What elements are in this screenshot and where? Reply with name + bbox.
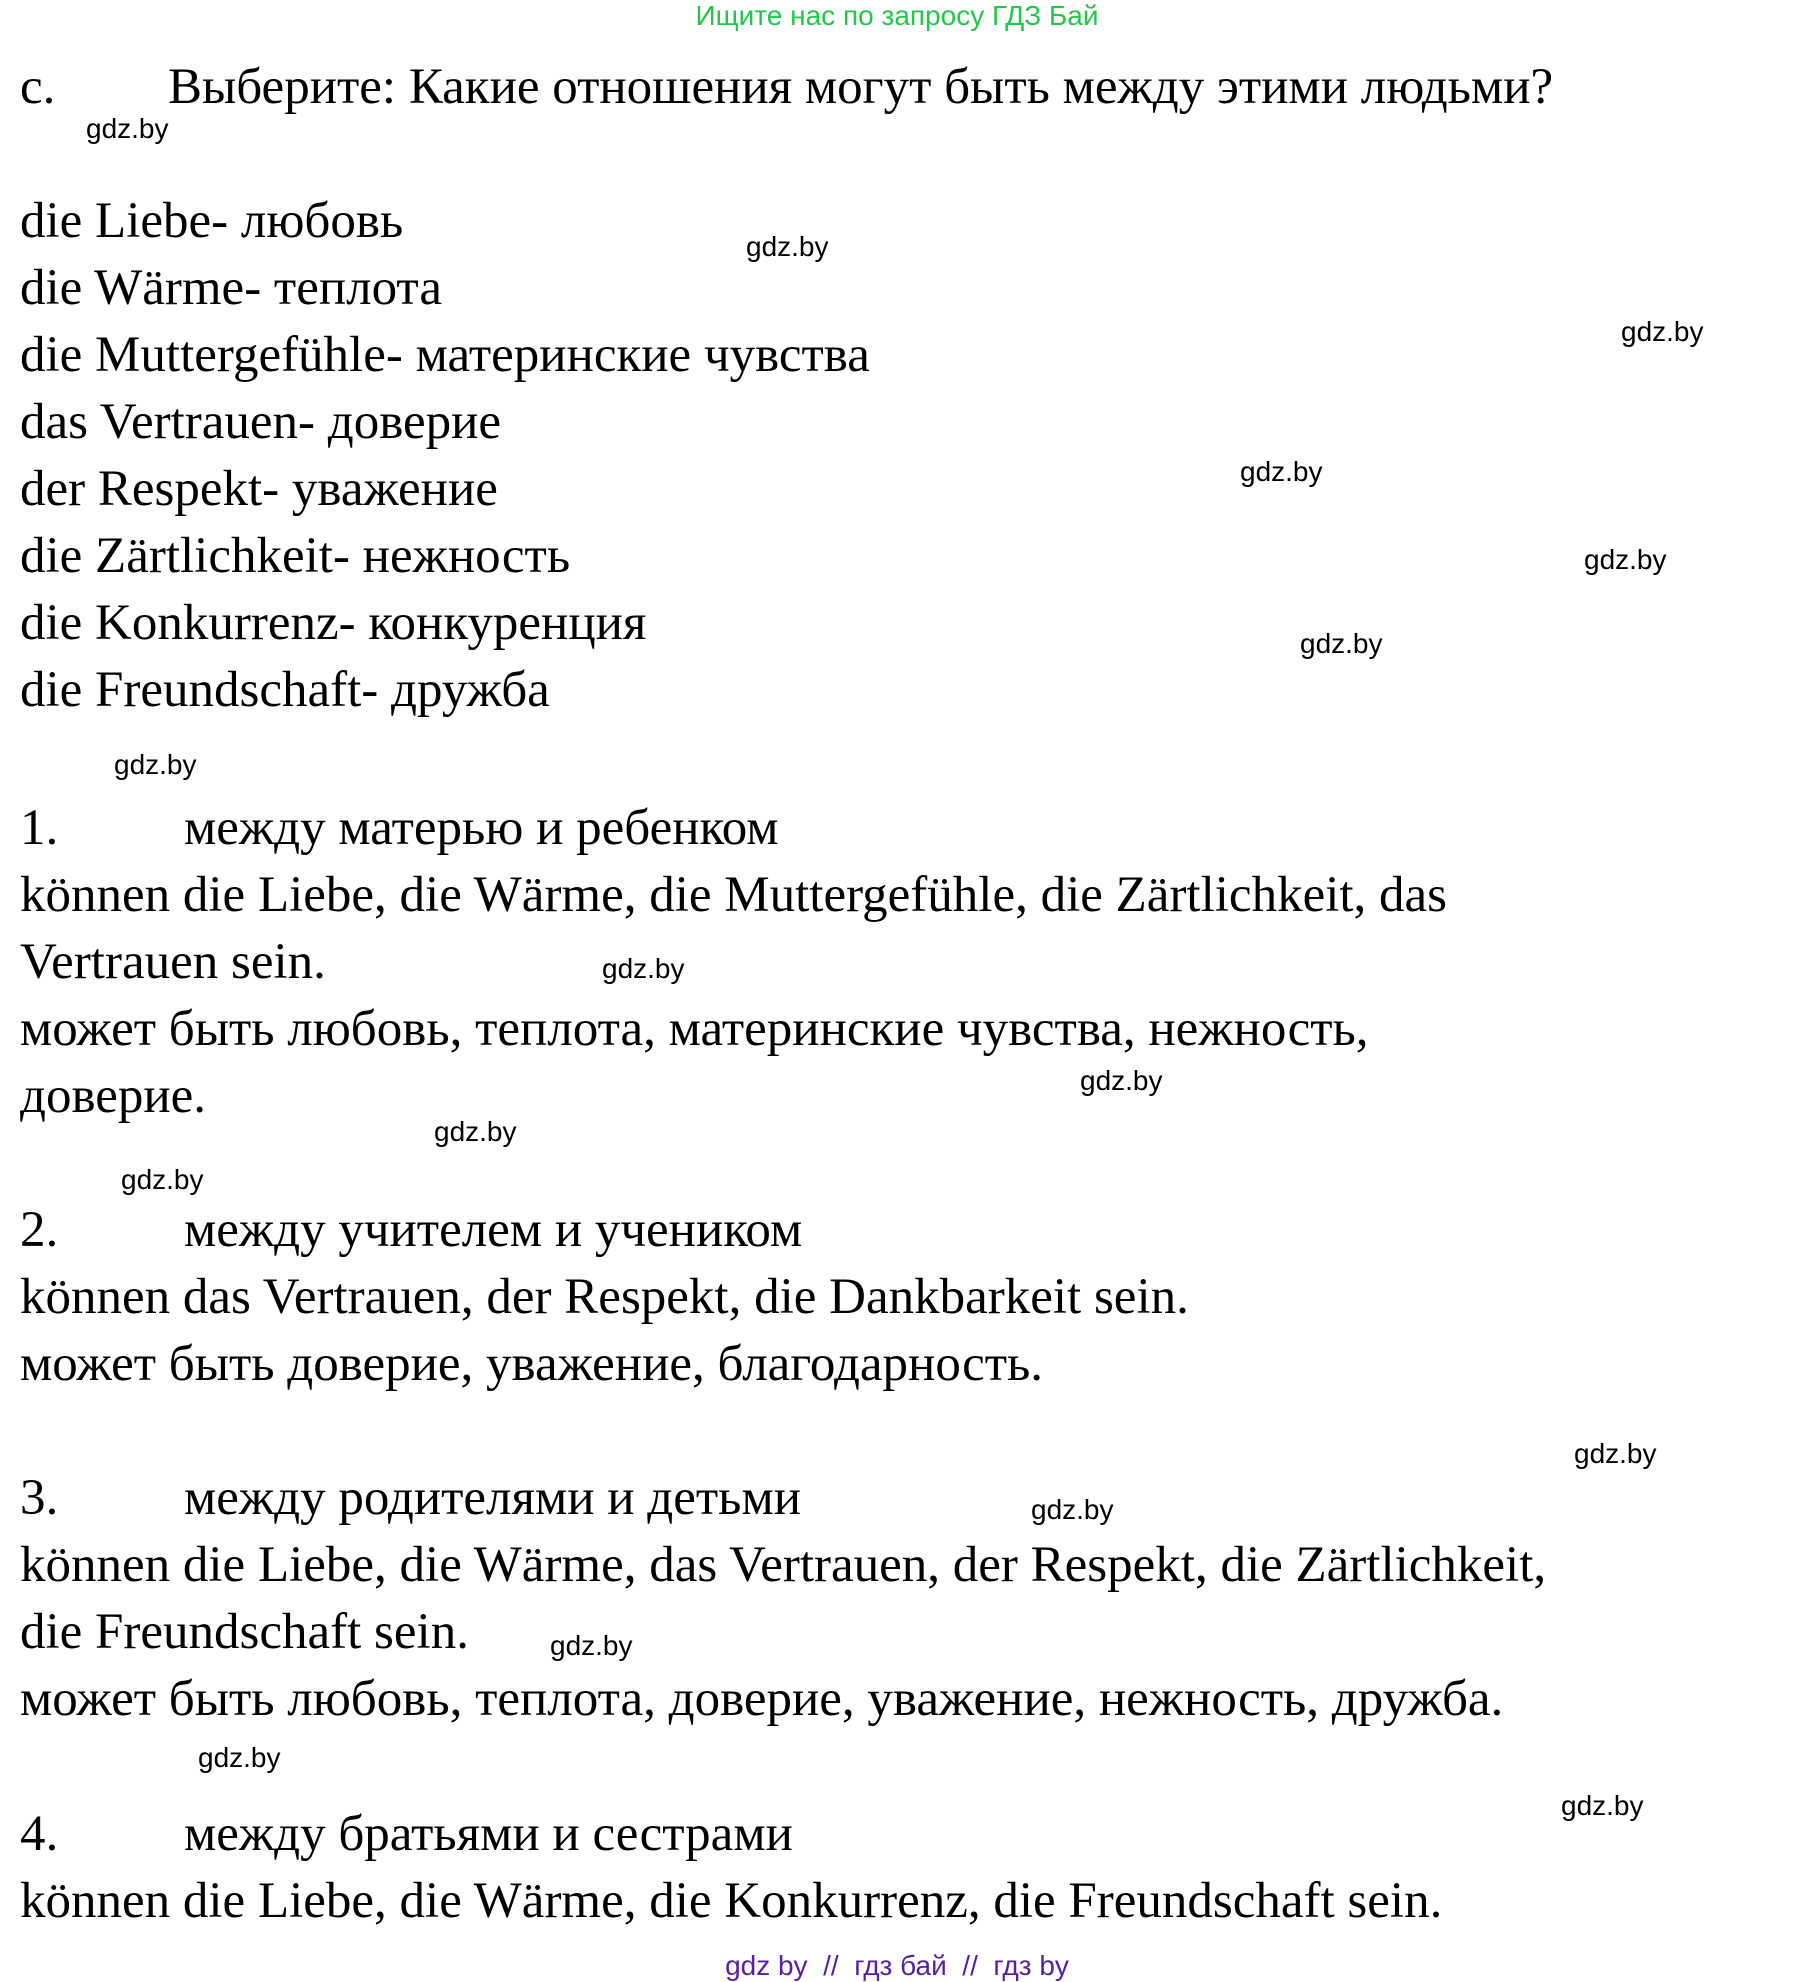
watermark: gdz.by bbox=[602, 953, 685, 984]
item-number: 2. bbox=[20, 1202, 59, 1258]
item-line: können die Liebe, die Wärme, das Vertrauen, der Respekt, die Zärtlichkeit, bbox=[20, 1537, 1547, 1593]
vocab-item: die Konkurrenz- конкуренция bbox=[20, 595, 647, 651]
watermark: gdz.by bbox=[1574, 1438, 1657, 1469]
watermark: gdz.by bbox=[198, 1742, 281, 1773]
item-number: 1. bbox=[20, 800, 59, 856]
vocab-item: das Vertrauen- доверие bbox=[20, 394, 502, 450]
watermark: gdz.by bbox=[114, 749, 197, 780]
watermark: gdz.by bbox=[1300, 628, 1383, 659]
vocab-item: die Freundschaft- дружба bbox=[20, 662, 550, 718]
vocab-item: die Liebe- любовь bbox=[20, 193, 404, 249]
watermark: gdz.by bbox=[1561, 1790, 1644, 1821]
watermark: gdz.by bbox=[1621, 316, 1704, 347]
item-line: доверие. bbox=[20, 1068, 207, 1124]
top-banner: Ищите нас по запросу ГДЗ Бай bbox=[695, 0, 1099, 31]
item-line: Vertrauen sein. bbox=[20, 934, 326, 990]
watermark: gdz.by bbox=[550, 1630, 633, 1661]
watermark: gdz.by bbox=[1584, 544, 1667, 575]
task-question: Выберите: Какие отношения могут быть между этими людьми? bbox=[168, 59, 1554, 115]
item-line: können das Vertrauen, der Respekt, die Dankbarkeit sein. bbox=[20, 1269, 1189, 1325]
watermark: gdz.by bbox=[1080, 1065, 1163, 1096]
task-letter: c. bbox=[20, 59, 56, 115]
item-title: между матерью и ребенком bbox=[184, 800, 779, 856]
watermark: gdz.by bbox=[121, 1164, 204, 1195]
watermark: gdz.by bbox=[434, 1116, 517, 1147]
bottom-banner: gdz by // гдз бай // гдз by bbox=[725, 1950, 1069, 1981]
item-number: 4. bbox=[20, 1806, 59, 1862]
watermark: gdz.by bbox=[86, 113, 169, 144]
item-line: может быть любовь, теплота, материнские чувства, нежность, bbox=[20, 1001, 1369, 1057]
vocab-item: der Respekt- уважение bbox=[20, 461, 498, 517]
watermark: gdz.by bbox=[1240, 456, 1323, 487]
item-line: может быть доверие, уважение, благодарность. bbox=[20, 1336, 1044, 1392]
item-line: können die Liebe, die Wärme, die Konkurrenz, die Freundschaft sein. bbox=[20, 1873, 1443, 1929]
item-title: между братьями и сестрами bbox=[184, 1806, 793, 1862]
watermark: gdz.by bbox=[746, 231, 829, 262]
vocab-item: die Muttergefühle- материнские чувства bbox=[20, 327, 870, 383]
watermark: gdz.by bbox=[1031, 1494, 1114, 1525]
item-line: können die Liebe, die Wärme, die Muttergefühle, die Zärtlichkeit, das bbox=[20, 867, 1448, 923]
item-line: die Freundschaft sein. bbox=[20, 1604, 469, 1660]
item-number: 3. bbox=[20, 1470, 59, 1526]
item-title: между учителем и учеником bbox=[184, 1202, 803, 1258]
item-title: между родителями и детьми bbox=[184, 1470, 802, 1526]
vocab-item: die Zärtlichkeit- нежность bbox=[20, 528, 571, 584]
vocab-item: die Wärme- теплота bbox=[20, 260, 442, 316]
item-line: может быть любовь, теплота, доверие, уважение, нежность, дружба. bbox=[20, 1671, 1504, 1727]
